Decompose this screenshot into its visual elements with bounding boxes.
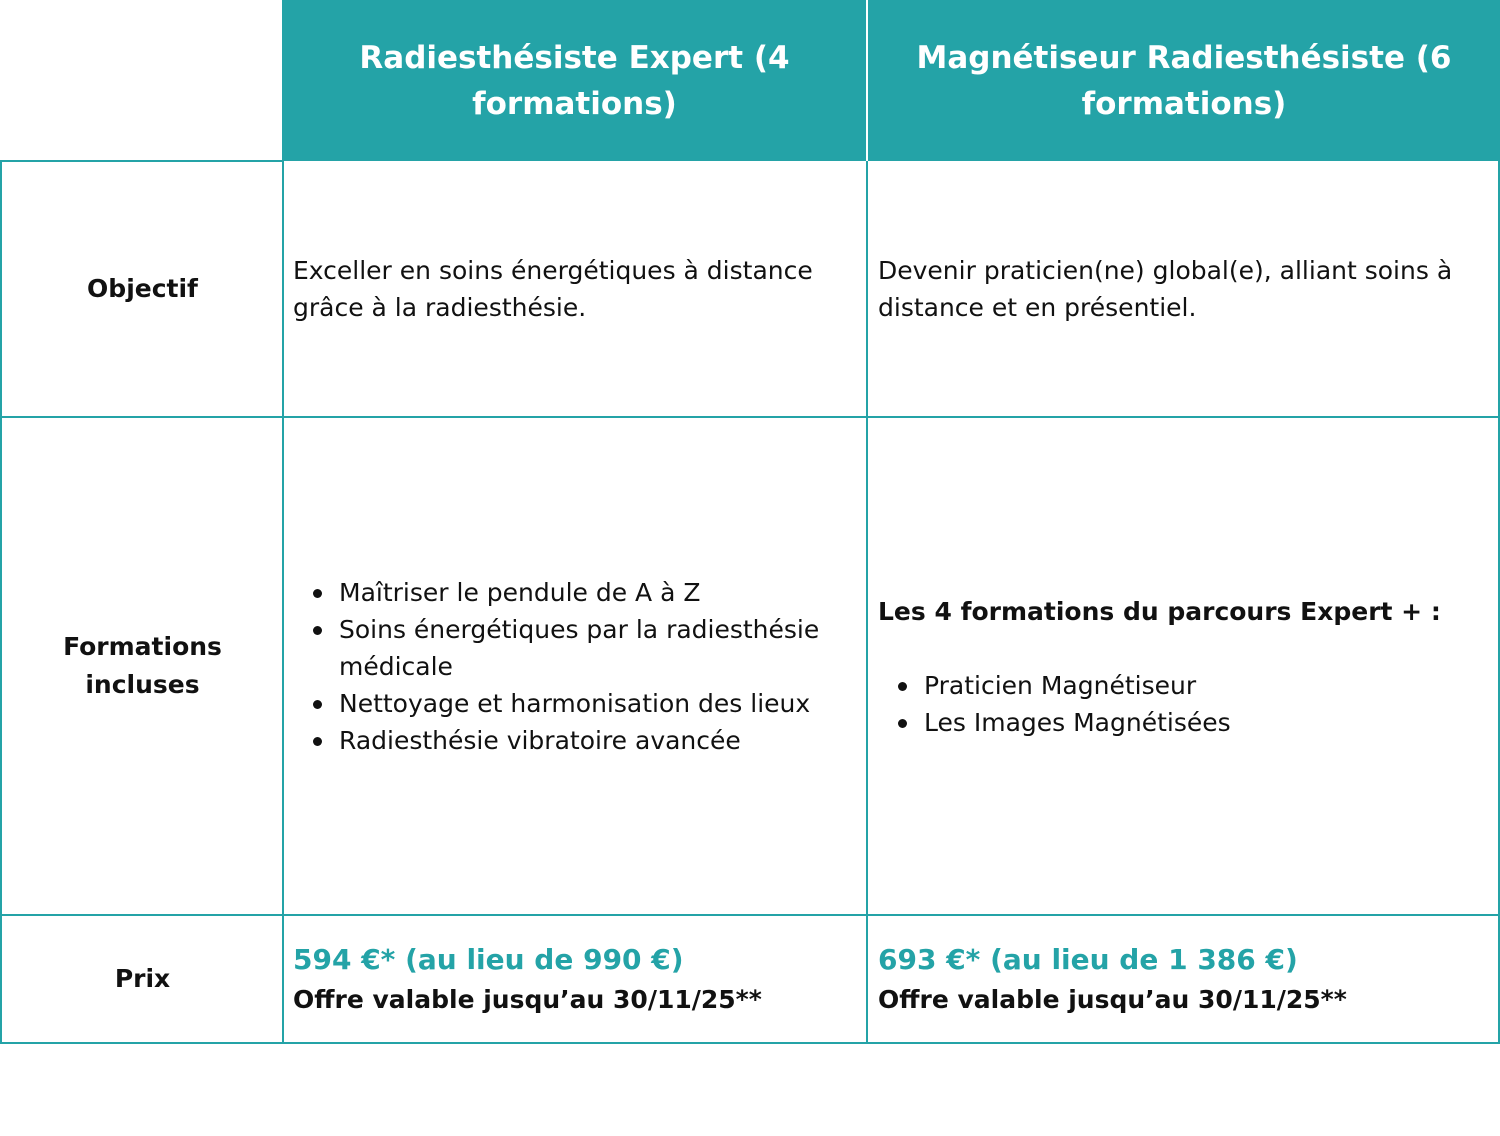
list-item: Maîtriser le pendule de A à Z [339, 574, 858, 611]
formations-expert-list [293, 574, 858, 759]
price-magnetiseur: 693 €* (au lieu de 1 386 €) [878, 943, 1298, 976]
objectif-expert-text: Exceller en soins énergétiques à distance grâce à la radiesthésie. [293, 256, 813, 322]
list-item: Soins énergétiques par la radiesthésie médicale [339, 611, 858, 685]
header-title-2: Magnétiseur Radiesthésiste (6 formations) [916, 39, 1452, 122]
list-item: Les Images Magnétisées [924, 704, 1490, 741]
header-magnetiseur-radiesthesiste [868, 0, 1500, 161]
list-item: Nettoyage et harmonisation des lieux [339, 685, 858, 722]
grid-line [0, 1042, 1500, 1044]
label-objectif: Objectif [87, 274, 198, 303]
prix-expert [293, 940, 858, 1020]
offer-magnetiseur: Offre valable jusqu’au 30/11/25** [878, 985, 1347, 1014]
objectif-magnetiseur-text: Devenir praticien(ne) global(e), alliant soins à distance et en présentiel. [878, 256, 1453, 322]
row-label-objectif [2, 162, 283, 416]
grid-line [866, 161, 868, 1044]
row-label-formations [2, 418, 283, 914]
header-title-1: Radiesthésiste Expert (4 formations) [359, 39, 790, 122]
label-prix: Prix [114, 964, 171, 993]
list-item: Praticien Magnétiseur [924, 667, 1490, 704]
objectif-expert [293, 252, 858, 326]
label-formations: Formations incluses [63, 632, 222, 699]
formations-magnetiseur [878, 593, 1490, 741]
objectif-magnetiseur [878, 252, 1490, 326]
offer-expert: Offre valable jusqu’au 30/11/25** [293, 985, 762, 1014]
price-expert: 594 €* (au lieu de 990 €) [293, 943, 684, 976]
prix-magnetiseur [878, 940, 1490, 1020]
formations-magnetiseur-intro: Les 4 formations du parcours Expert + : [878, 597, 1441, 626]
formations-magnetiseur-list [878, 667, 1490, 741]
list-item: Radiesthésie vibratoire avancée [339, 722, 858, 759]
row-label-prix [2, 916, 283, 1042]
formations-expert [293, 574, 858, 759]
header-radiesthesiste-expert [283, 0, 866, 161]
